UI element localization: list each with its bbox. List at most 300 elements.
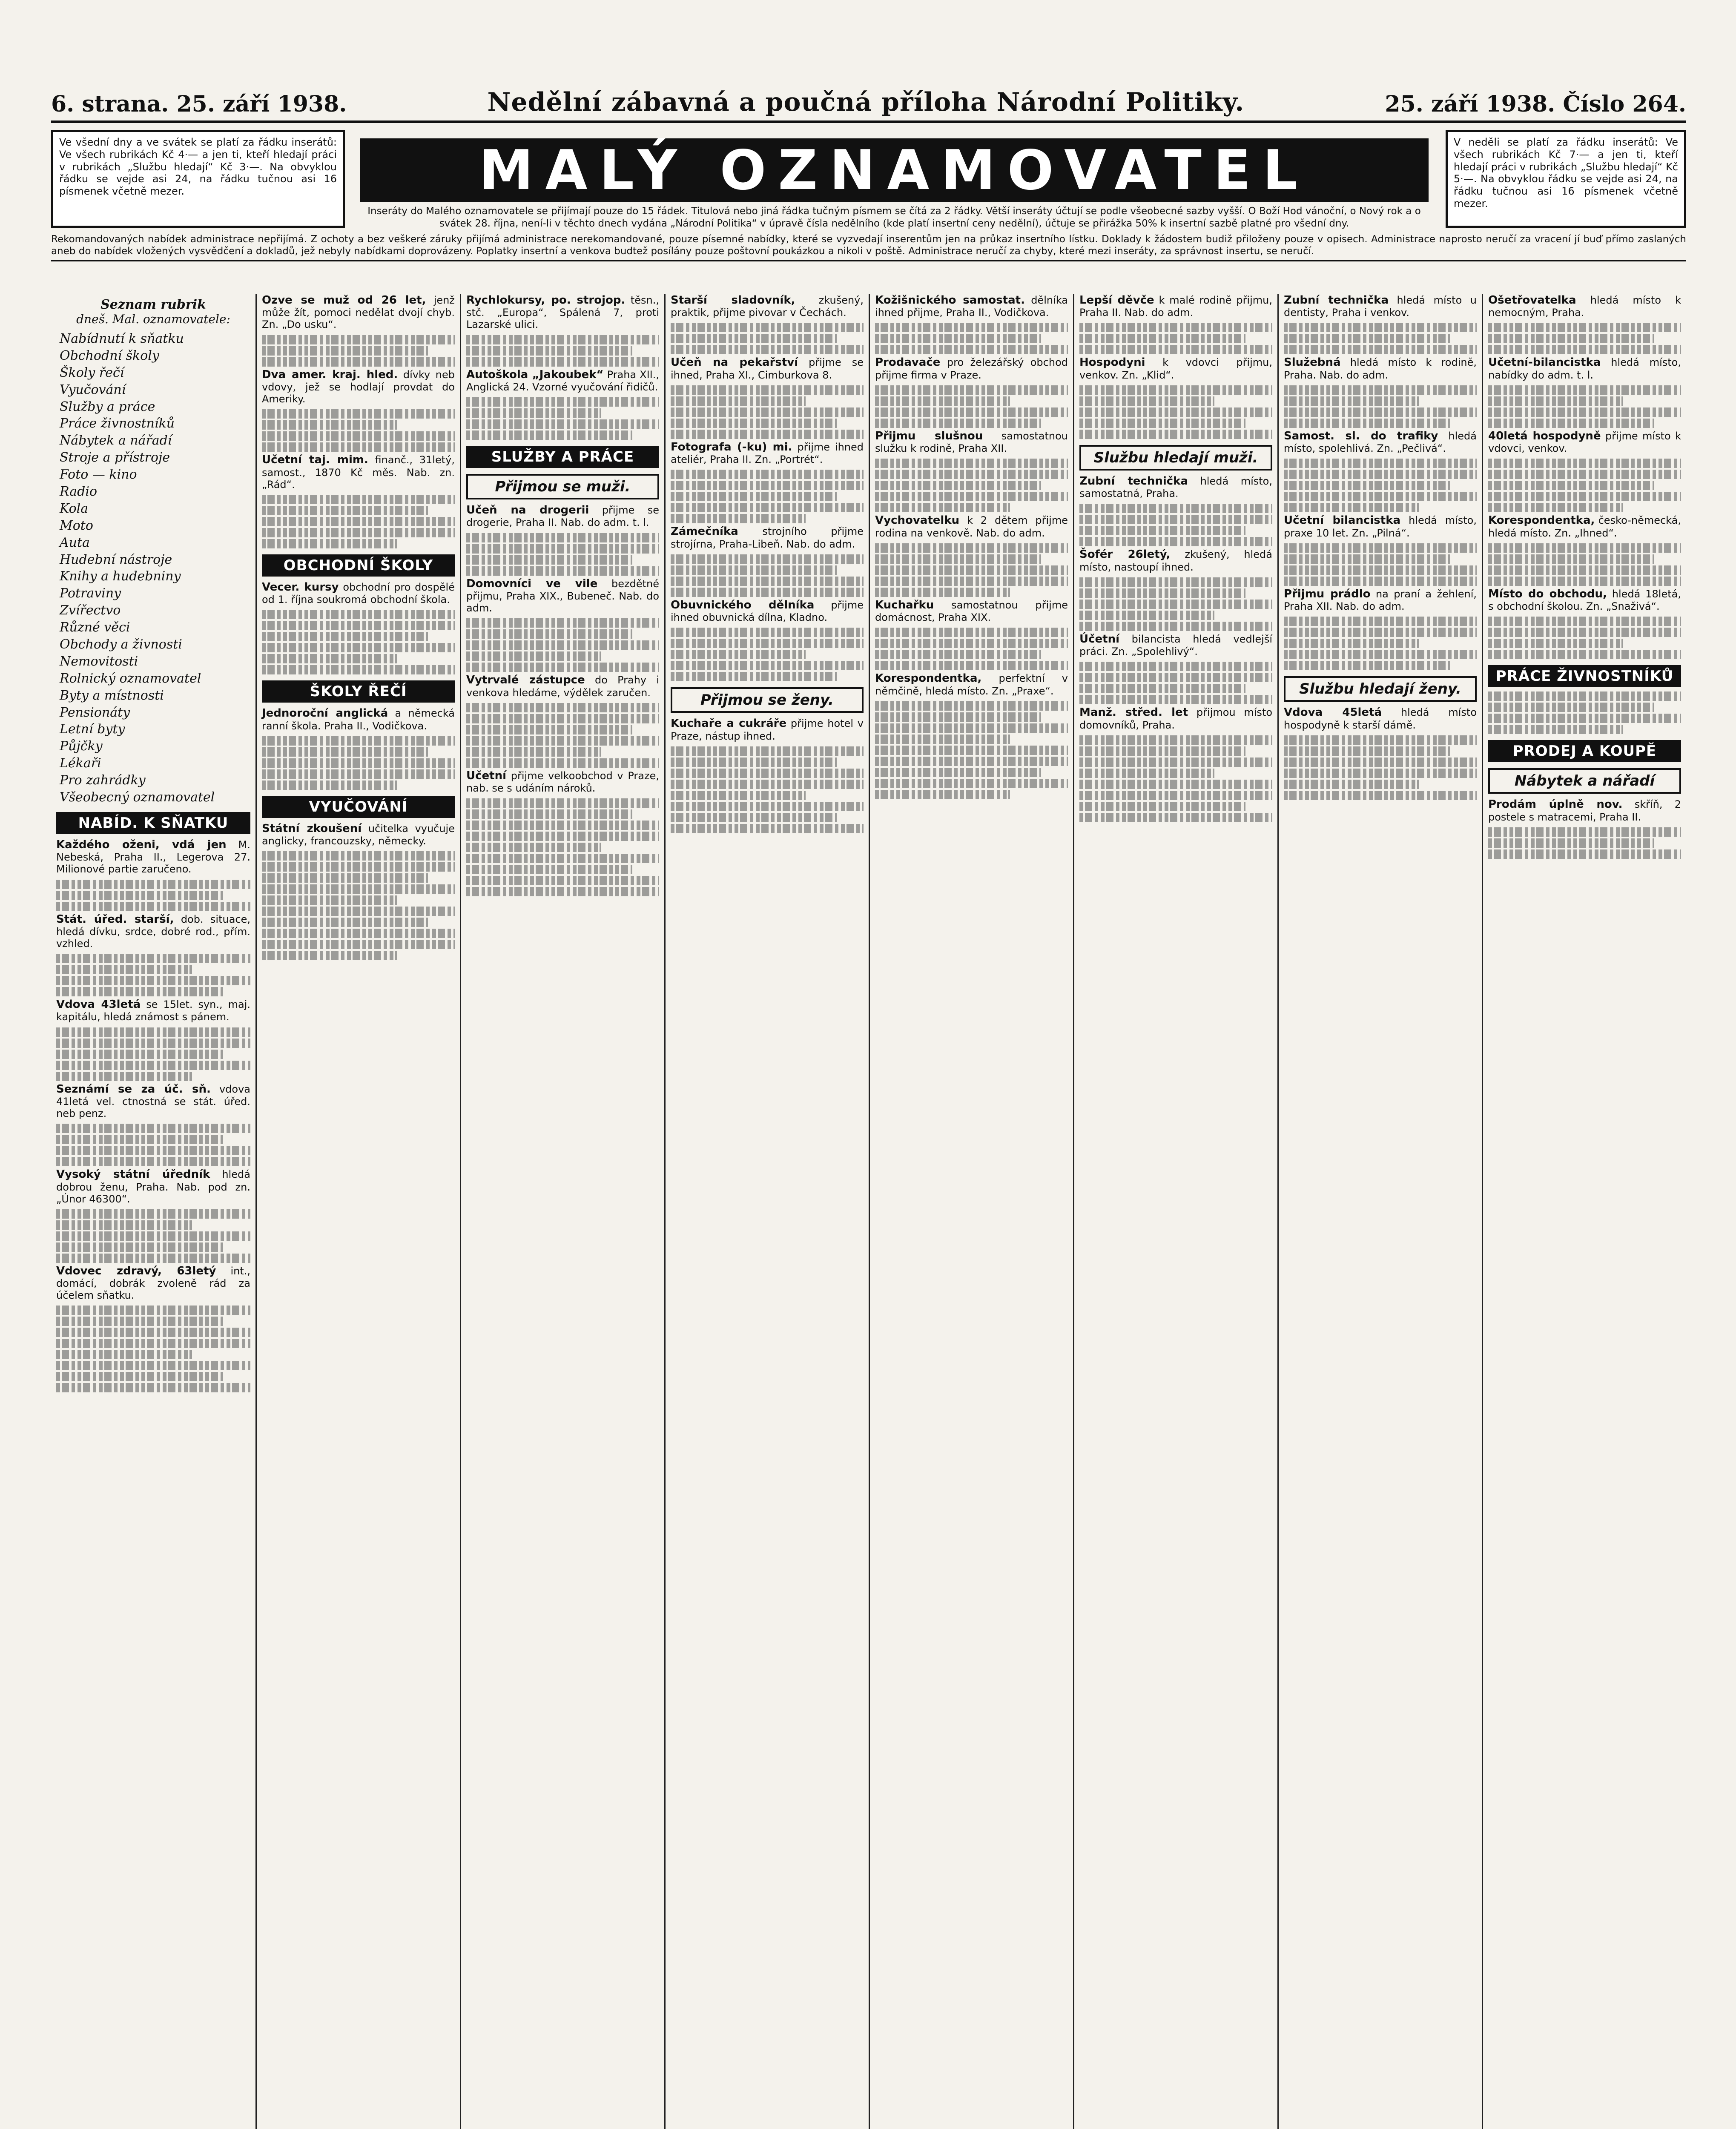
- rubric-index-item: Hudební nástroje: [60, 552, 172, 567]
- header-left: 6. strana. 25. září 1938.: [51, 91, 347, 117]
- text-filler: [466, 357, 659, 367]
- rubric-index-item: Půjčky: [60, 739, 103, 754]
- ad-text: hledá místo k rodině, Praha. Nab. do adm.: [1284, 356, 1477, 381]
- text-filler: [56, 1383, 250, 1392]
- ad-title: Vychovatelku: [875, 514, 960, 527]
- text-filler: [671, 672, 837, 681]
- text-filler: [1284, 780, 1419, 789]
- text-filler: [671, 419, 837, 428]
- text-filler: [1079, 611, 1214, 620]
- rubric-index-item: Potraviny: [60, 586, 121, 601]
- ad-text: hledá dobrou ženu, Praha. Nab. pod zn. „Únor 46300“.: [56, 1168, 250, 1205]
- ad-text: přijme hotel v Praze, nástup ihned.: [671, 717, 864, 742]
- classified-ad: [56, 838, 250, 875]
- text-filler: [671, 802, 864, 811]
- text-filler: [1284, 554, 1450, 564]
- rubric-index-item: Obchody a živnosti: [60, 637, 182, 652]
- text-filler: [466, 640, 659, 650]
- text-filler: [671, 334, 837, 343]
- text-filler: [56, 1135, 223, 1144]
- text-filler: [466, 651, 601, 661]
- text-filler: [1079, 791, 1272, 800]
- text-filler: [1488, 481, 1654, 490]
- text-filler: [671, 385, 864, 395]
- ad-text: přijme se drogerie, Praha II. Nab. do adm. t. l.: [466, 504, 659, 529]
- text-filler: [56, 1350, 192, 1359]
- text-filler: [875, 588, 1010, 597]
- rubric-index-item: Kola: [60, 501, 89, 516]
- text-filler: [1488, 639, 1623, 648]
- section-header-teaching: VYUČOVÁNÍ: [262, 796, 455, 818]
- ad-title: Manž. střed. let: [1079, 706, 1188, 719]
- text-filler: [1284, 407, 1477, 417]
- ad-title: Kožišnického samostat.: [875, 294, 1025, 307]
- text-filler: [1488, 345, 1681, 354]
- ad-text: Praha XII., Anglická 24. Vzorné vyučování řidičů.: [466, 368, 659, 393]
- text-filler: [262, 517, 455, 526]
- classified-ad: [466, 368, 659, 393]
- text-filler: [875, 790, 1010, 799]
- rubric-index-item: Stroje a přístroje: [60, 450, 170, 465]
- column-5: [869, 294, 1073, 2129]
- rubric-index-item: Obchodní školy: [60, 348, 159, 363]
- ad-text: hledá místo, samostatná, Praha.: [1079, 475, 1272, 500]
- text-filler: [875, 407, 1068, 417]
- text-filler: [262, 654, 397, 663]
- text-filler: [875, 396, 1010, 406]
- classified-ad: [466, 294, 659, 331]
- text-filler: [671, 345, 864, 354]
- text-filler: [1284, 543, 1477, 553]
- text-filler: [466, 618, 659, 628]
- text-filler: [1079, 345, 1272, 354]
- rubric-index-item: Nabídnutí k sňatku: [60, 331, 184, 346]
- text-filler: [1488, 617, 1681, 626]
- text-filler: [671, 780, 864, 789]
- text-filler: [1284, 791, 1477, 800]
- ad-text: hledá místo, spolehlivá. Zn. „Pečlivá“.: [1284, 430, 1477, 455]
- text-filler: [466, 555, 632, 565]
- classified-ad: [875, 672, 1068, 697]
- ad-title: Stát. úřed. starší,: [56, 912, 174, 926]
- ad-text: na praní a žehlení, Praha XII. Nab. do adm.: [1284, 588, 1477, 613]
- text-filler: [1079, 684, 1245, 693]
- text-filler: [1488, 543, 1681, 553]
- ad-title: Přijmu slušnou: [875, 429, 983, 442]
- classified-ad: [875, 356, 1068, 381]
- text-filler: [1284, 628, 1477, 637]
- classified-ad: [671, 717, 864, 742]
- text-filler: [466, 747, 601, 757]
- text-filler: [56, 1039, 250, 1048]
- text-filler: [262, 528, 455, 537]
- text-filler: [56, 1317, 223, 1326]
- text-filler: [56, 1209, 250, 1219]
- text-filler: [1079, 746, 1245, 756]
- text-filler: [56, 1254, 250, 1263]
- text-filler: [875, 323, 1068, 332]
- text-filler: [262, 736, 455, 746]
- section-header-language-schools: ŠKOLY ŘEČÍ: [262, 680, 455, 703]
- text-filler: [1488, 385, 1681, 395]
- text-filler: [1284, 334, 1450, 343]
- text-filler: [262, 918, 428, 927]
- text-filler: [671, 757, 837, 767]
- text-filler: [875, 650, 1041, 659]
- rubric-index-item: Knihy a hudebniny: [60, 569, 181, 584]
- text-filler: [671, 577, 864, 586]
- text-filler: [262, 747, 428, 757]
- ad-title: Učetní: [466, 769, 507, 782]
- ad-text: dob. situace, hledá dívku, srdce, dobré rod., přím. vzhled.: [56, 913, 250, 950]
- text-filler: [466, 419, 659, 429]
- text-filler: [1079, 662, 1272, 671]
- text-filler: [875, 768, 1041, 777]
- text-filler: [1284, 470, 1477, 479]
- text-filler: [466, 397, 659, 407]
- text-filler: [262, 621, 455, 630]
- text-filler: [262, 357, 455, 367]
- text-filler: [466, 832, 659, 841]
- text-filler: [466, 629, 632, 639]
- text-filler: [262, 409, 455, 419]
- text-filler: [56, 1372, 223, 1381]
- text-filler: [262, 610, 455, 619]
- text-filler: [1284, 577, 1477, 586]
- text-filler: [1488, 849, 1681, 859]
- ad-columns: [51, 294, 1686, 2129]
- text-filler: [56, 954, 250, 963]
- text-filler: [1488, 419, 1654, 428]
- section-header-hiring-women: Přijmou se ženy.: [671, 687, 864, 713]
- rubric-index-item: Byty a místnosti: [60, 688, 164, 703]
- text-filler: [466, 663, 659, 672]
- classified-ad: [1488, 430, 1681, 454]
- text-filler: [1488, 838, 1654, 848]
- classified-ad: [56, 913, 250, 950]
- ad-text: přijme velkoobchod v Praze, nab. se s udáním nároků.: [466, 769, 659, 794]
- text-filler: [56, 902, 250, 911]
- text-filler: [262, 665, 455, 674]
- text-filler: [875, 492, 1068, 501]
- text-filler: [1488, 470, 1681, 479]
- ad-title: Korespondentka,: [1488, 514, 1595, 527]
- classified-ad: [1284, 514, 1477, 539]
- text-filler: [262, 506, 428, 515]
- ad-text: k malé rodině přijmu, Praha II. Nab. do adm.: [1079, 294, 1272, 319]
- ad-title: Zámečníka: [671, 525, 738, 538]
- text-filler: [56, 1328, 250, 1337]
- classified-ad: [466, 577, 659, 614]
- text-filler: [56, 1339, 250, 1348]
- text-filler: [466, 533, 659, 542]
- ad-text: učitelka vyučuje anglicky, francouzsky, německy.: [262, 822, 455, 847]
- text-filler: [466, 798, 659, 808]
- rubric-index-item: Rolnický oznamovatel: [60, 671, 201, 686]
- text-filler: [56, 1027, 250, 1037]
- text-filler: [671, 503, 864, 512]
- text-filler: [56, 1050, 223, 1059]
- rubric-index-item: Pensionáty: [60, 705, 130, 720]
- ad-title: Vdova 45letá: [1284, 706, 1382, 719]
- text-filler: [1284, 746, 1450, 756]
- text-filler: [671, 481, 864, 490]
- section-header-services: SLUŽBY A PRÁCE: [466, 446, 659, 468]
- section-header-hiring-men: Přijmou se muži.: [466, 474, 659, 499]
- text-filler: [262, 442, 455, 452]
- classified-ad: [262, 822, 455, 847]
- text-filler: [466, 854, 659, 863]
- text-filler: [56, 1124, 250, 1133]
- text-filler: [875, 459, 1068, 468]
- page-header: [51, 87, 1686, 123]
- header-title: Nedělní zábavná a poučná příloha Národní Politiky.: [487, 87, 1245, 117]
- ad-text: int., domácí, dobrák zvoleně rád za účelem sňatku.: [56, 1265, 250, 1302]
- classified-ad: [1488, 514, 1681, 539]
- text-filler: [1284, 769, 1477, 778]
- rubric-index-item: Zvířectvo: [60, 603, 121, 618]
- text-filler: [1488, 334, 1654, 343]
- text-filler: [1488, 628, 1681, 637]
- text-filler: [671, 554, 864, 564]
- section-header-sale-purchase: PRODEJ A KOUPĚ: [1488, 740, 1681, 762]
- rubric-index-item: Různé věci: [60, 620, 130, 635]
- classified-ad: [56, 1083, 250, 1120]
- classified-ad: [56, 998, 250, 1023]
- section-header-business-schools: OBCHODNÍ ŠKOLY: [262, 554, 455, 577]
- ad-title: Učeň na pekařství: [671, 356, 798, 369]
- text-filler: [1284, 617, 1477, 626]
- text-filler: [262, 895, 397, 905]
- text-filler: [1284, 503, 1419, 512]
- text-filler: [56, 1242, 223, 1252]
- text-filler: [1284, 661, 1450, 670]
- classified-ad: [1284, 706, 1477, 731]
- text-filler: [875, 334, 1041, 343]
- text-filler: [466, 876, 659, 885]
- text-filler: [671, 661, 864, 670]
- text-filler: [56, 1146, 250, 1155]
- text-filler: [671, 565, 837, 575]
- text-filler: [1488, 650, 1681, 659]
- ad-title: Jednoroční anglická: [262, 707, 388, 720]
- text-filler: [671, 639, 864, 648]
- text-filler: [671, 650, 806, 659]
- text-filler: [1284, 419, 1450, 428]
- text-filler: [671, 323, 864, 332]
- ad-title: Starší sladovník,: [671, 294, 795, 307]
- text-filler: [262, 951, 397, 960]
- text-filler: [56, 880, 250, 889]
- ad-text: perfektní v němčině, hledá místo. Zn. „Praxe“.: [875, 672, 1068, 697]
- ad-text: M. Nebeská, Praha II., Legerova 27. Milionové partie zaručeno.: [56, 838, 250, 875]
- text-filler: [466, 335, 659, 344]
- text-filler: [1079, 334, 1245, 343]
- text-filler: [1488, 577, 1681, 586]
- classified-ad: [1079, 706, 1272, 731]
- classified-ad: [1284, 588, 1477, 612]
- text-filler: [1488, 691, 1681, 701]
- pricing-box-weekday: Ve všední dny a ve svátek se platí za řádku inserátů: Ve všech rubrikách Kč 4·— a jen ti, kteří hledají práci v rubrikách „Službu hledají“ Kč 3·—. Na obvyklou řádku se vejde asi 24, na řádku tučnou asi 16 písmenek včetně mezer.: [51, 130, 345, 228]
- text-filler: [466, 408, 601, 418]
- text-filler: [56, 1072, 192, 1081]
- ad-title: Ošetřovatelka: [1488, 294, 1576, 307]
- ad-text: hledá 18letá, s obchodní školou. Zn. „Snaživá“.: [1488, 588, 1681, 613]
- ad-title: Zubní technička: [1079, 474, 1188, 488]
- ad-text: samostatnou služku k rodině, Praha XII.: [875, 430, 1068, 455]
- text-filler: [1079, 430, 1272, 439]
- text-filler: [56, 1361, 250, 1370]
- ad-title: Vysoký státní úředník: [56, 1168, 210, 1181]
- text-filler: [466, 821, 659, 830]
- text-filler: [1079, 396, 1214, 406]
- text-filler: [1284, 565, 1477, 575]
- text-filler: [56, 987, 223, 996]
- ad-title: Zubní technička: [1284, 294, 1389, 307]
- banner-note: Inseráty do Malého oznamovatele se přijímají pouze do 15 řádek. Titulová nebo jiná řádka tučným písmem se čítá za 2 řádky. Větší inseráty účtují se podle všeobecné sazby vyšší. O Boží Hod vánoční, o Nový rok a o svátek 28. října, není-li v těchto dnech vydána „Národní Politika“ v úpravě čísla nedělního (kde platí insertní ceny nedělní), účtuje se přirážka 50% k insertní sazbě platné pro všední dny.: [367, 206, 1421, 229]
- rubric-index-item: Práce živnostníků: [60, 416, 175, 431]
- text-filler: [1284, 650, 1477, 659]
- ad-title: Dva amer. kraj. hled.: [262, 368, 398, 381]
- rubric-index-item: Radio: [60, 484, 98, 499]
- ad-title: Kuchaře a cukráře: [671, 717, 787, 730]
- text-filler: [671, 430, 864, 439]
- classified-ad: [56, 1265, 250, 1302]
- ad-title: Vecer. kursy: [262, 580, 339, 594]
- text-filler: [262, 851, 455, 861]
- text-filler: [1488, 554, 1654, 564]
- text-filler: [262, 346, 428, 356]
- text-filler: [262, 873, 428, 883]
- text-filler: [466, 430, 632, 440]
- classified-ad: [262, 707, 455, 732]
- ad-text: hledá místo hospodyně k starší dámě.: [1284, 706, 1477, 731]
- ad-text: přijmou místo domovníků, Praha.: [1079, 706, 1272, 731]
- ad-text: česko-německá, hledá místo. Zn. „Ihned“.: [1488, 514, 1681, 539]
- column-6: [1073, 294, 1277, 2129]
- text-filler: [1079, 419, 1245, 428]
- text-filler: [56, 1220, 192, 1230]
- section-header-trade-work: PRÁCE ŽIVNOSTNÍKŮ: [1488, 665, 1681, 687]
- ad-title: Lepší děvče: [1079, 294, 1154, 307]
- ad-text: skříň, 2 postele s matracemi, Praha II.: [1488, 798, 1681, 823]
- classified-ad: [56, 1168, 250, 1205]
- text-filler: [1284, 639, 1419, 648]
- text-filler: [262, 420, 397, 430]
- rubric-index-item: Moto: [60, 518, 93, 533]
- text-filler: [262, 539, 397, 548]
- text-filler: [1488, 323, 1681, 332]
- text-filler: [875, 735, 1010, 744]
- text-filler: [1079, 673, 1272, 682]
- text-filler: [56, 1306, 250, 1315]
- text-filler: [1079, 323, 1272, 332]
- ad-title: Učetní-bilancistka: [1488, 356, 1601, 369]
- text-filler: [262, 940, 455, 949]
- text-filler: [1284, 345, 1477, 354]
- ad-title: Místo do obchodu,: [1488, 587, 1607, 600]
- classified-ad: [1284, 430, 1477, 454]
- text-filler: [875, 565, 1068, 575]
- text-filler: [875, 746, 1068, 755]
- ad-text: jenž může žít, pomoci nedělat dvojí chyb. Zn. „Do usku“.: [262, 294, 455, 331]
- text-filler: [1079, 385, 1272, 395]
- ad-text: samostatnou přijme domácnost, Praha XIX.: [875, 599, 1068, 624]
- text-filler: [875, 543, 1068, 553]
- classified-ad: [466, 674, 659, 698]
- classified-ad: [875, 294, 1068, 318]
- ad-text: dělníka ihned přijme, Praha II., Vodičkova.: [875, 294, 1068, 319]
- rubric-index-item: Nábytek a nářadí: [60, 433, 172, 448]
- text-filler: [1079, 769, 1214, 778]
- ad-title: Vdovec zdravý, 63letý: [56, 1264, 216, 1277]
- text-filler: [1488, 459, 1681, 468]
- text-filler: [1079, 735, 1272, 745]
- classified-ad: [262, 368, 455, 405]
- ad-title: Obuvnického dělníka: [671, 598, 815, 611]
- classified-ad: [671, 294, 864, 318]
- text-filler: [671, 407, 864, 417]
- administration-notice: Rekomandovaných nabídek administrace nepřijímá. Z ochoty a bez veškeré záruky přijímá administrace nerekomandované, pouze písemné nabídky, které se vyzvedají inserentům jen na průkaz insertního lístku. Doklady k žádostem budiž přiloženy pouze v opisech. Administrace naprosto neručí za vracení jí buď přímo zaslaných aneb do nabídek vložených vysvědčení a dokladů, jež nebyly nabídkami doprovázeny. Poplatky insertní a venkova budtež posílány pouze poštovní poukázkou a nikoli v poště. Administrace neručí za chyby, které mezi inseráty, za správnost insertu, se neručí.: [51, 233, 1686, 261]
- section-header-seeking-women: Službu hledají ženy.: [1284, 676, 1477, 702]
- text-filler: [1284, 323, 1477, 332]
- text-filler: [671, 813, 837, 822]
- classified-ad: [875, 514, 1068, 539]
- column-2: [255, 294, 460, 2129]
- text-filler: [875, 757, 1068, 766]
- ad-text: finanč., 31letý, samost., 1870 Kč měs. Nab. zn. „Rád“.: [262, 454, 455, 491]
- text-filler: [262, 431, 455, 441]
- ad-text: bilancista hledá vedlejší práci. Zn. „Spolehlivý“.: [1079, 633, 1272, 658]
- text-filler: [466, 843, 601, 852]
- ad-text: zkušený, hledá místo, nastoupí ihned.: [1079, 548, 1273, 573]
- ad-text: k vdovci přijmu, venkov. Zn. „Klid“.: [1079, 356, 1272, 381]
- classified-ad: [262, 453, 455, 491]
- ad-text: přijme ihned ateliér, Praha II. Zn. „Portrét“.: [671, 441, 864, 466]
- ad-title: 40letá hospodyně: [1488, 429, 1601, 442]
- text-filler: [262, 632, 428, 641]
- rubric-index-item: Letní byty: [60, 722, 125, 737]
- text-filler: [875, 779, 1068, 788]
- text-filler: [1079, 622, 1272, 631]
- text-filler: [875, 470, 1068, 479]
- text-filler: [875, 701, 1068, 711]
- rubric-index-title: Seznam rubrik: [100, 297, 206, 312]
- text-filler: [1079, 757, 1272, 767]
- classified-ad: [875, 430, 1068, 454]
- text-filler: [1079, 526, 1245, 535]
- text-filler: [1079, 537, 1272, 546]
- text-filler: [262, 884, 455, 894]
- ad-title: Seznámí se za úč. sň.: [56, 1082, 211, 1096]
- ad-text: obchodní pro dospělé od 1. října soukromá obchodní škola.: [262, 581, 455, 606]
- text-filler: [671, 769, 864, 778]
- text-filler: [56, 976, 250, 985]
- ad-text: dívky neb vdovy, jež se hodlají provdat do Ameriky.: [262, 368, 455, 405]
- ad-title: Přijmu prádlo: [1284, 587, 1371, 600]
- text-filler: [1488, 396, 1623, 406]
- rubric-index-item: Služby a práce: [60, 399, 155, 414]
- text-filler: [262, 769, 455, 779]
- ad-title: Šofér 26letý,: [1079, 548, 1171, 561]
- classified-ad: [875, 599, 1068, 623]
- rubric-index-subtitle: dneš. Mal. oznamovatele:: [76, 312, 230, 326]
- rubric-index-item: Všeobecný oznamovatel: [60, 790, 215, 805]
- ad-text: přijme ihned obuvnická dílna, Kladno.: [671, 599, 864, 624]
- ad-title: Prodavače: [875, 356, 941, 369]
- classified-ad: [1488, 294, 1681, 318]
- text-filler: [1488, 503, 1623, 512]
